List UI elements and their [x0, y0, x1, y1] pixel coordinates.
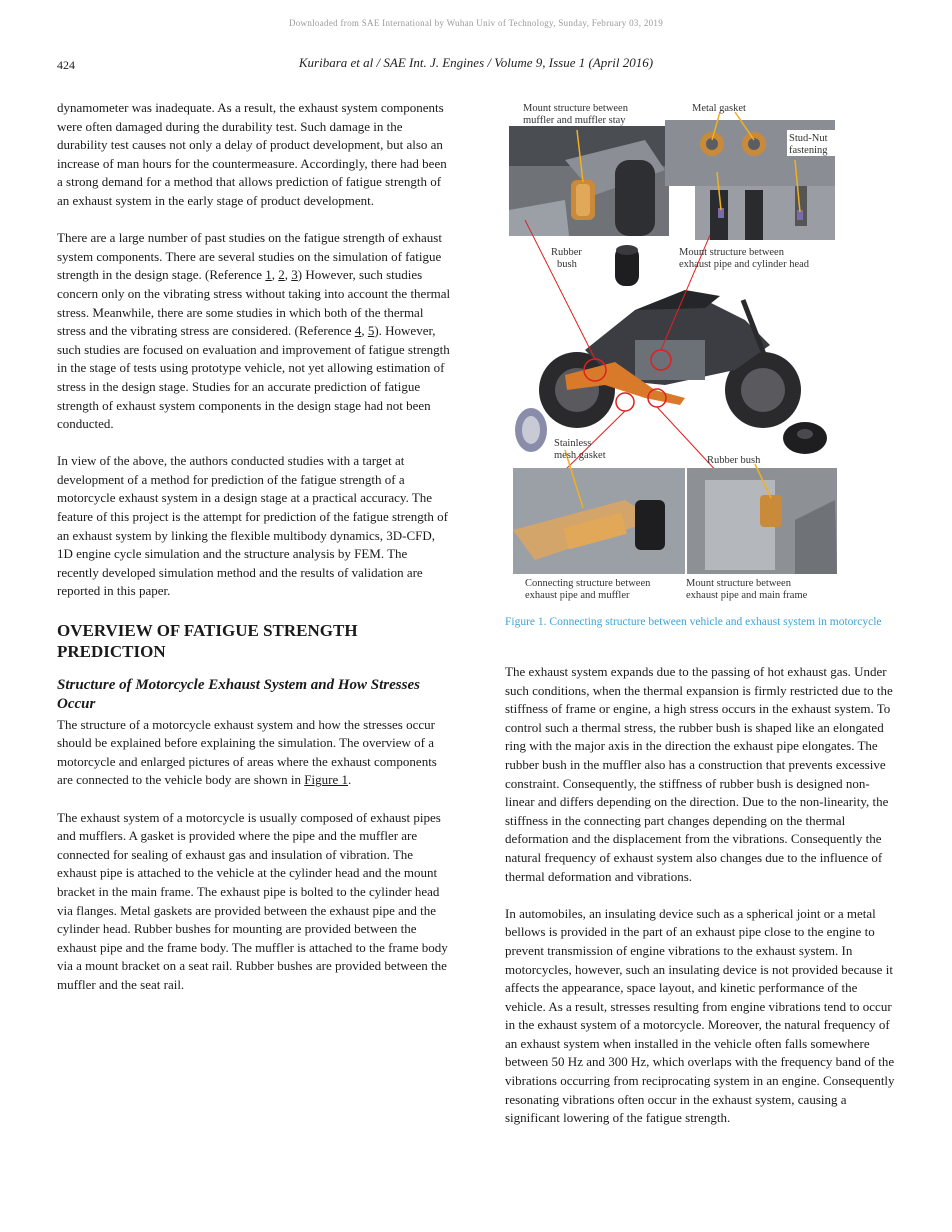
paragraph-exhaust-composition: The exhaust system of a motorcycle is usually composed of exhaust pipes and mufflers. A gasket is provided where the pipe and the muffler are connected for sealing of exhaust gas and insulation of vibration. The exhaust pipe is attached to the vehicle at the cylinder head and the mount bracket in the main frame. The exhaust pipe is bolted to the cylinder head via flanges. Metal gaskets are provided between the exhaust pipe and the cylinder head. Rubber bushes for mounting are provided between the exhaust pipe and the frame body. The muffler is attached to the frame body via a mount bracket on a seat rail. Rubber bushes are provided between the muffler and the seat rail.: [57, 809, 448, 992]
figure-1-caption: Figure 1. Connecting structure between vehicle and exhaust system in motorcycle: [505, 616, 882, 628]
text-run: The structure of a motorcycle exhaust system and how the stresses occur should be explained before explaining the simulation. The overview of a motorcycle and enlarged pictures of areas where the exhaust components are connected to the vehicle body are shown in: [57, 716, 437, 788]
reference-link-5[interactable]: 5: [367, 323, 375, 339]
stainless-mesh-gasket-image: [515, 408, 547, 452]
text-run: There are a large number of past studies on the fatigue strength of exhaust system components. There are several studies on the simulation of fatigue strength in the design stage. (Reference: [57, 230, 442, 283]
label-mount-frame-2: exhaust pipe and main frame: [686, 590, 808, 601]
label-mount-frame-1: Mount structure between: [686, 578, 791, 589]
reference-link-4[interactable]: 4: [354, 323, 362, 339]
text-run: .: [347, 772, 352, 788]
label-stud-nut-1: Stud-Nut: [789, 133, 828, 144]
label-stainless-2: mesh gasket: [554, 450, 606, 461]
paragraph-thermal-expansion: The exhaust system expands due to the passing of hot exhaust gas. Under such conditions, when the thermal expansion is firmly restricted due to the stiffness of frame or engine, a high stress occurs in the exhaust system. To control such a thermal stress, the rubber bush is shaped like an elongated ring with the major axis in the direction the exhaust pipe elongates. The rubber bush in the muffler also has a construction that prevents excessive constraint. Consequently, the stiffness of rubber bush is designed non-linear and differs depending on the direction. Due to the non-linearity, the stiffness in the connecting part changes depending on the thermal deformation and the displacement from the vibrations. Consequently the natural frequency of exhaust system also changes due to the influence of thermal deformation and vibrations.: [505, 664, 893, 884]
page-number: 424: [57, 58, 75, 72]
paragraph-authors-approach: In view of the above, the authors conducted studies with a target at development of a method for prediction of the fatigue strength of a motorcycle exhaust system in a design stage at a practical accuracy. The feature of this project is the attempt for prediction of the fatigue strength of an exhaust system by linking the flexible multibody dynamics, 3D-CFD, 1D engine cycle simulation and the structure analysis by FEM. The recently developed simulation method and the results of validation are reported in this paper.: [57, 453, 448, 599]
label-mount-head-2: exhaust pipe and cylinder head: [679, 259, 810, 270]
paragraph-past-studies: [57, 229, 452, 434]
paragraph-insulating-device: In automobiles, an insulating device such as a spherical joint or a metal bellows is provided in the part of an exhaust pipe close to the engine to prevent transmission of engine vibrations to the exhaust system. In motorcycles, however, such an insulating device is not provided because it affects the appearance, space layout, and kinetic performance of the vehicle. As a result, stresses resulting from engine vibrations tend to occur in the exhaust system of a motorcycle. Moreover, the natural frequency of an exhaust system when installed in the vehicle often falls somewhere between 50 Hz and 300 Hz, which overlaps with the frequency band of the vibrations occurring from reciprocating system in an engine. Consequently resonating vibrations often occur in the exhaust system, causing a significant lowering of the fatigue strength.: [505, 905, 895, 1126]
section-heading: OVERVIEW OF FATIGUE STRENGTH PREDICTION: [57, 620, 358, 661]
label-connect-2: exhaust pipe and muffler: [525, 590, 630, 601]
label-stud-nut-2: fastening: [789, 145, 828, 156]
figure-1-link[interactable]: Figure 1: [304, 772, 348, 788]
download-notice: Downloaded from SAE International by Wuhan Univ of Technology, Sunday, February 03, 2019: [288, 18, 664, 28]
label-rubber-bush-right: Rubber bush: [707, 455, 761, 466]
text-run: ,: [361, 323, 368, 339]
label-rubber-bush-1: Rubber: [551, 247, 582, 258]
label-connect-1: Connecting structure between: [525, 578, 651, 589]
running-head: Kuribara et al / SAE Int. J. Engines / Volume 9, Issue 1 (April 2016): [298, 55, 654, 70]
figure-1-illustration: [505, 100, 897, 610]
photo-muffler-mount: [509, 126, 669, 236]
reference-link-3[interactable]: 3: [291, 267, 298, 283]
label-metal-gasket: Metal gasket: [692, 103, 746, 114]
text-run: ). However, such studies are focused on evaluation and improvement of fatigue strength in the stage of tests using prototype vehicle, not yet allowing estimation of stress in the design stage. Studies for an accurate prediction of fatigue strength of exhaust system components in the design stage had not been conducted.: [57, 323, 450, 432]
label-mount-muffler-1: Mount structure between: [523, 103, 628, 114]
motorcycle-image: [539, 290, 801, 428]
reference-link-2[interactable]: 2: [278, 267, 285, 283]
text-run: ,: [271, 267, 279, 283]
reference-link-1[interactable]: 1: [265, 267, 272, 283]
label-rubber-bush-2: bush: [557, 259, 577, 270]
photo-pipe-muffler-connection: [513, 468, 685, 574]
paragraph-intro-end: dynamometer was inadequate. As a result, the exhaust system components were often damaged during the durability test. Such damage in the durability test causes not only a delay of product development, but also an increase of man hours for the countermeasure. Accordingly, there had been a strong demand for a method that allows prediction of fatigue strength of an exhaust system in the early stage of product development.: [57, 100, 447, 208]
paragraph-structure: [57, 716, 452, 790]
left-column: [57, 99, 452, 1013]
label-mount-head-1: Mount structure between: [679, 247, 784, 258]
rubber-bush-top-image: [615, 245, 639, 286]
label-stainless-1: Stainless: [554, 438, 592, 449]
text-run: ,: [284, 267, 292, 283]
label-mount-muffler-2: muffler and muffler stay: [523, 115, 626, 126]
text-run: ) However, such studies concern only on the vibrating stress without taking into account the thermal stress. Meanwhile, there are some studies in which both of the thermal stress and the vibrating stress are considered. (Reference: [57, 267, 451, 339]
subsection-heading: Structure of Motorcycle Exhaust System and How Stresses Occur: [57, 676, 420, 712]
figure-1: [505, 100, 897, 610]
photo-pipe-frame-mount: [687, 468, 837, 574]
right-column: [505, 663, 897, 1146]
rubber-bush-right-image: [783, 422, 827, 454]
